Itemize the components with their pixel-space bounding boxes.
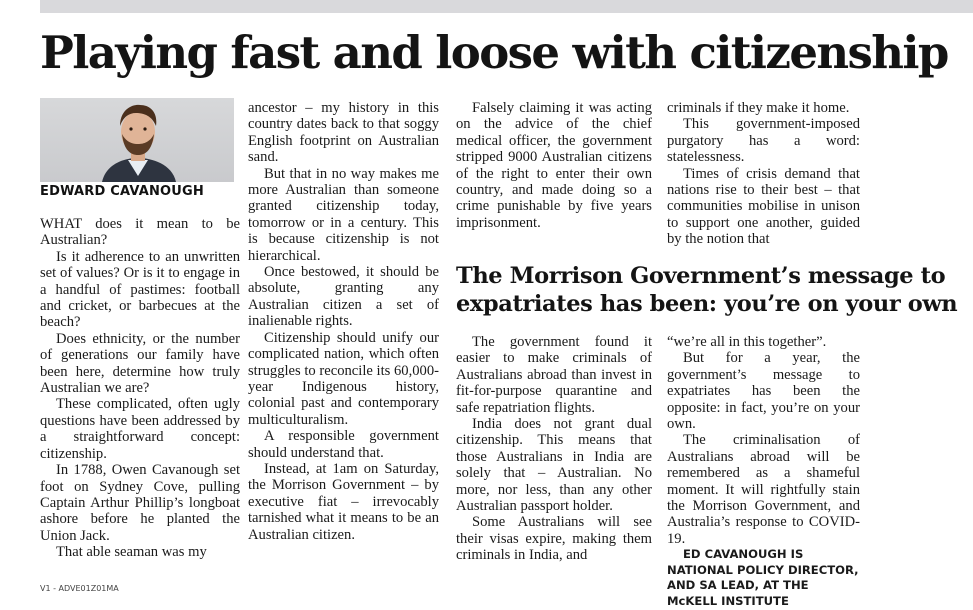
paragraph: But that in no way makes me more Australian than someone granted citizenship today, tomorrow or in a century. This is because citizenship is not hierarchical.	[248, 165, 439, 264]
paragraph: WHAT does it mean to be Australian?	[40, 216, 240, 249]
column-1	[40, 216, 240, 561]
paragraph: A responsible government should understand that.	[248, 428, 439, 461]
column-4-bottom	[667, 334, 860, 610]
top-bar	[40, 0, 973, 13]
paragraph: Does ethnicity, or the number of generations our family have been here, determine how truly Australian we are?	[40, 330, 240, 397]
subheading: The Morrison Government’s message to expatriates has been: you’re on your own	[456, 263, 958, 317]
paragraph: Some Australians will see their visas expire, making them criminals in India, and	[456, 514, 652, 564]
paragraph: ancestor – my history in this country dates back to that soggy English footprint on Australian sand.	[248, 100, 439, 166]
column-2	[248, 100, 439, 543]
paragraph: Times of crisis demand that nations rise to their best – that communities mobilise in unison to support one another, guided by the notion that	[667, 165, 860, 248]
paragraph: That able seaman was my	[56, 544, 207, 561]
column-3-top	[456, 100, 652, 231]
paragraph: “we’re all in this together”.	[667, 334, 827, 350]
paragraph: Citizenship should unify our complicated nation, which often struggles to reconcile its 60,000-year Indigenous history, colonial past and contemporary multiculturalism.	[248, 329, 439, 428]
paragraph: Is it adherence to an unwritten set of values? Or is it to engage in a handful of pastimes: football and cricket, or barbecues at the beach?	[40, 248, 240, 331]
headline: Playing fast and loose with citizenship	[40, 26, 948, 79]
author-bio: ED CAVANOUGH IS NATIONAL POLICY DIRECTOR, AND SA LEAD, AT THE McKELL INSTITUTE	[667, 547, 859, 609]
author-photo	[40, 98, 234, 182]
column-4-top	[667, 100, 860, 248]
column-3-bottom	[456, 334, 652, 564]
paragraph: India does not grant dual citizenship. This means that those Australians in India are solely that – Australian. No more, nor less, than any other Australian passport holder.	[456, 416, 652, 515]
paragraph: In 1788, Owen Cavanough set foot on Sydney Cove, pulling Captain Arthur Phillip’s longboat ashore before he planted the Union Jack.	[40, 462, 240, 544]
paragraph: Once bestowed, it should be absolute, granting any Australian citizen a set of inalienable rights.	[248, 264, 439, 330]
paragraph: Instead, at 1am on Saturday, the Morrison Government – by executive fiat – irrevocably tarnished what it means to be an Australian citizen.	[248, 460, 439, 543]
paragraph: This government-imposed purgatory has a word: statelessness.	[667, 116, 860, 166]
author-byline: EDWARD CAVANOUGH	[40, 184, 205, 199]
paragraph: These complicated, often ugly questions have been addressed by a straightforward concept: citizenship.	[40, 396, 240, 462]
page-folio: V1 - ADVE01Z01MA	[40, 584, 119, 593]
paragraph: Falsely claiming it was acting on the advice of the chief medical officer, the government stripped 9000 Australian citizens of the right to enter their own country, and made doing so a crime punishable by five years imprisonment.	[456, 100, 652, 231]
paragraph: The government found it easier to make criminals of Australians abroad than invest in fit-for-purpose quarantine and safe repatriation flights.	[456, 334, 652, 416]
paragraph: criminals if they make it home.	[667, 100, 850, 116]
paragraph: The criminalisation of Australians abroad will be remembered as a shameful moment. It will rightfully stain the Morrison Government, and Australia’s response to COVID-19.	[667, 432, 860, 547]
paragraph: But for a year, the government’s message to expatriates has been the opposite: in fact, you’re on your own.	[667, 350, 860, 433]
